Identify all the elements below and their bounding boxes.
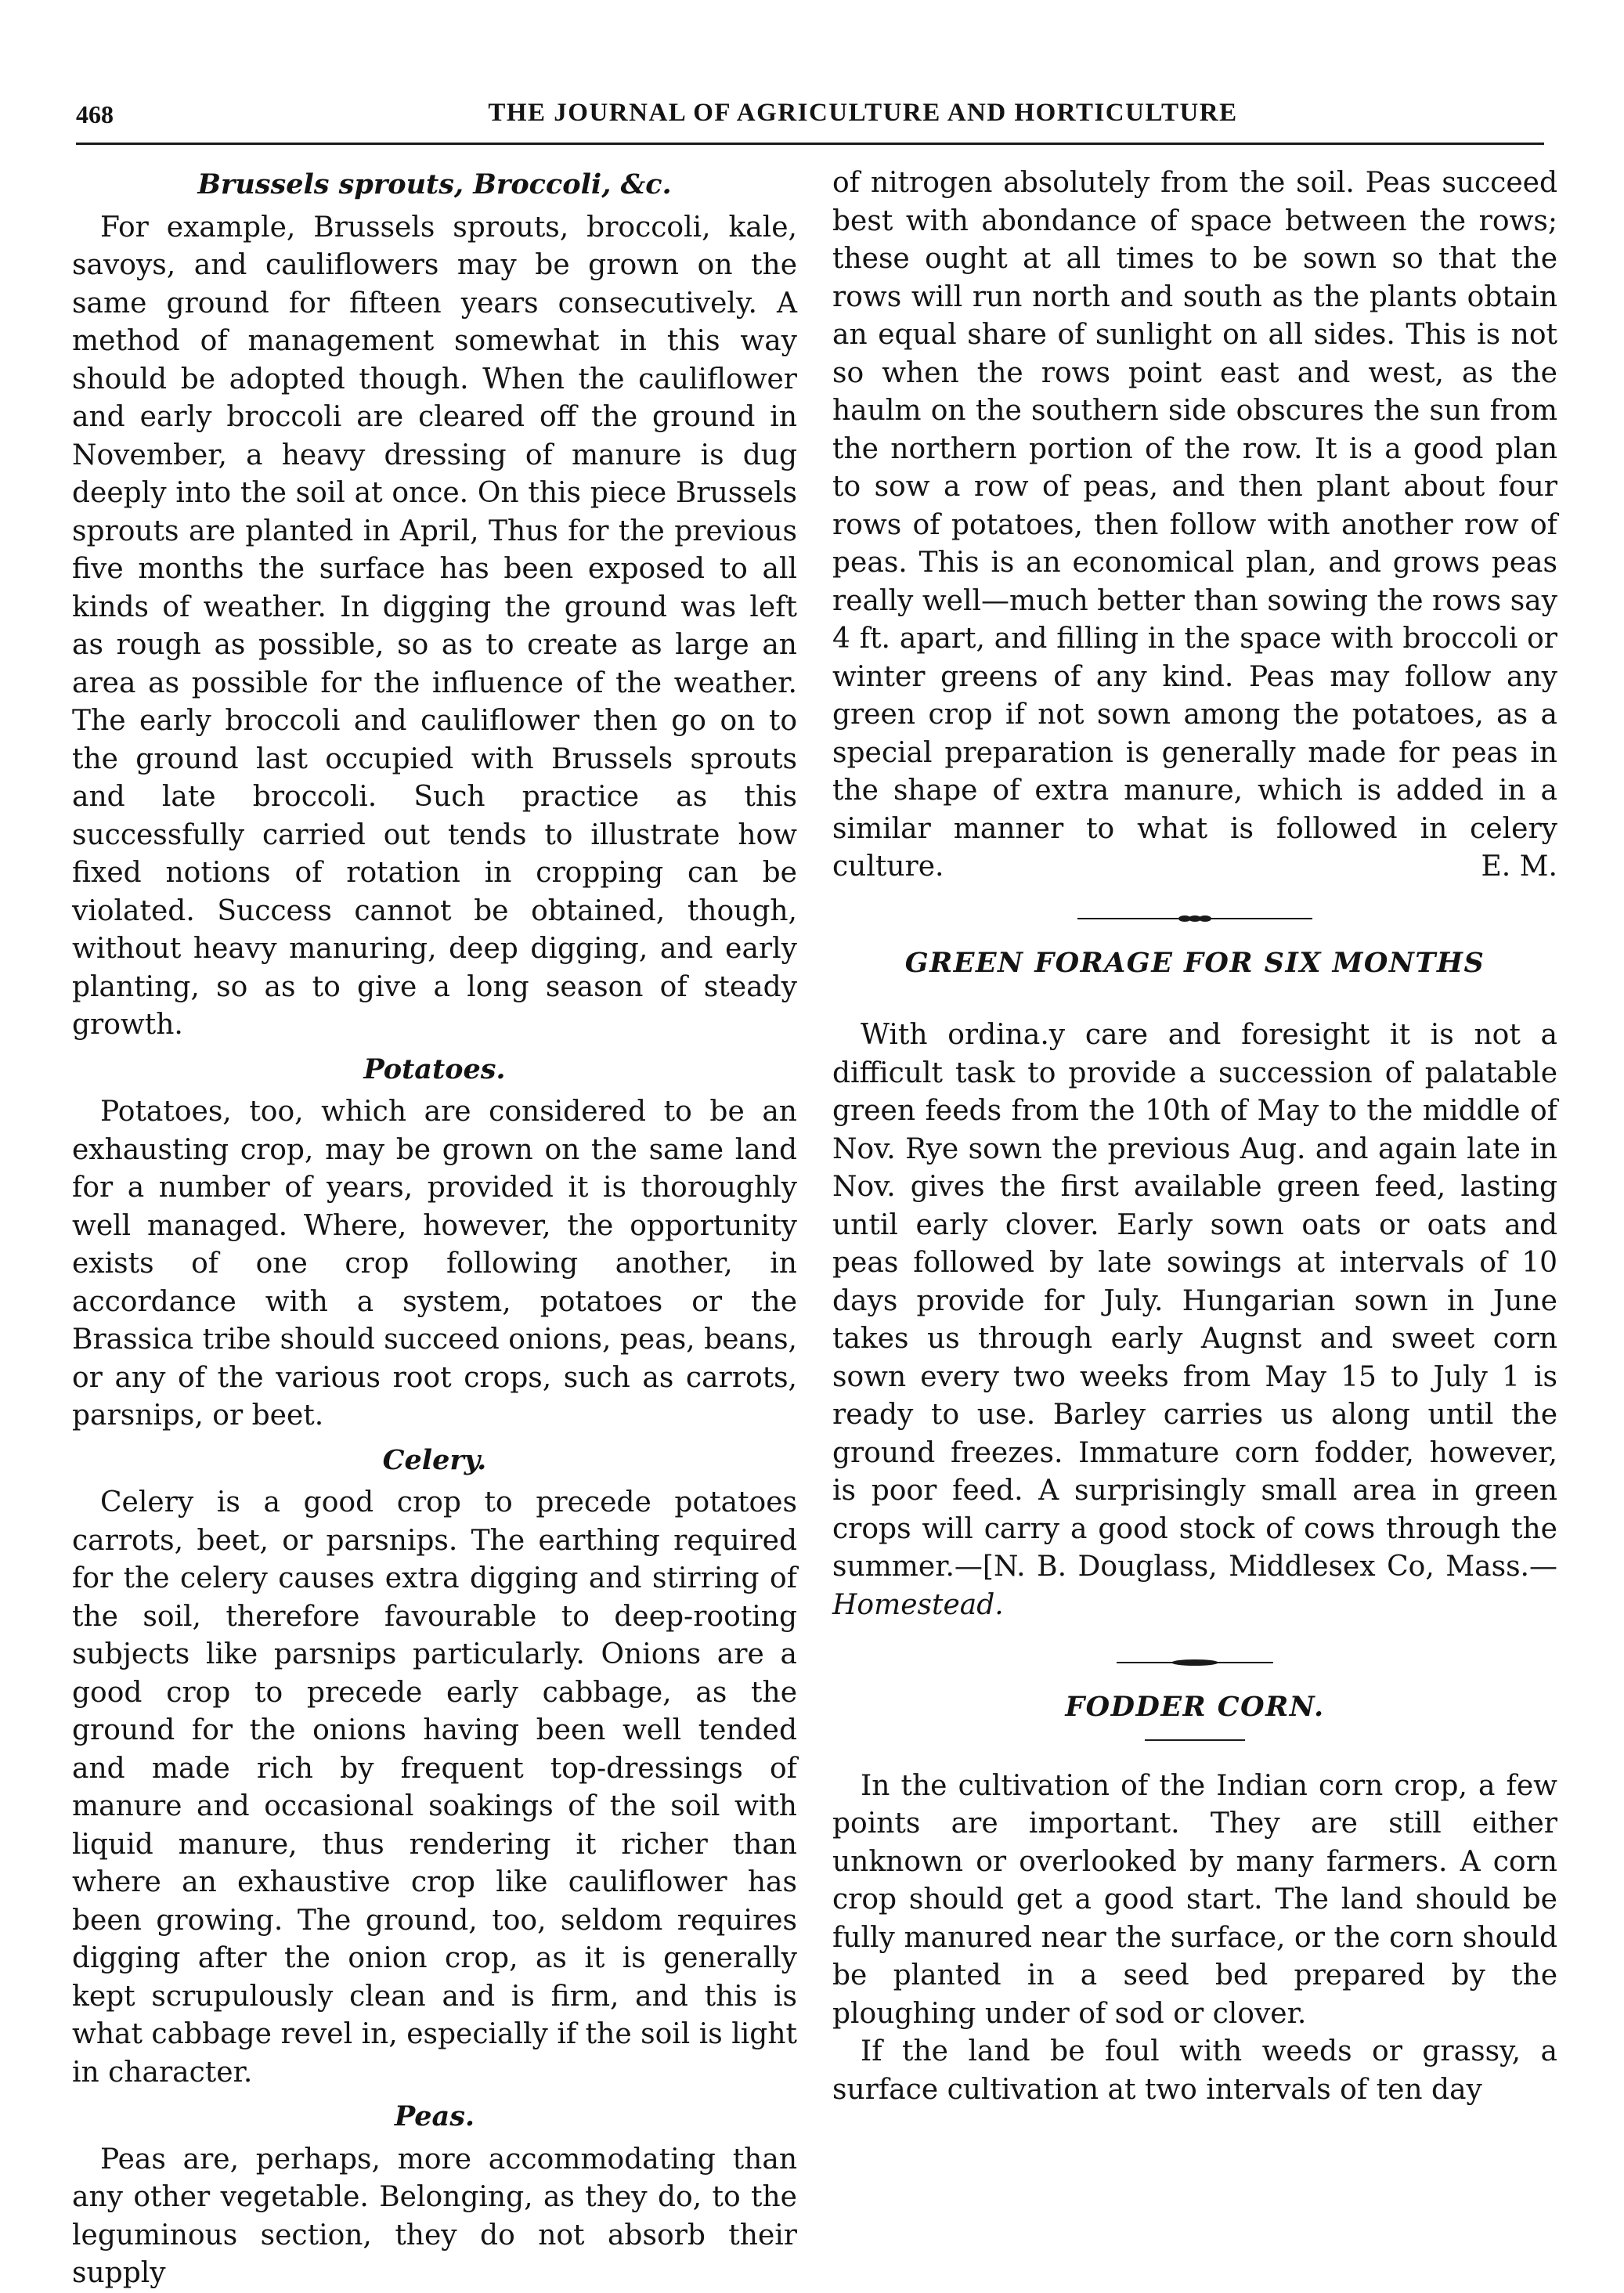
paragraph-fodder-corn-1: In the cultivation of the Indian corn crop, a few points are important. They are still either unknown or overlooked by many farmers. A corn crop should get a good start. The land should be fully manured near the surface, or the corn should be planted in a seed bed prepared by the ploughing under of sod or clover. — [832, 1769, 1557, 2030]
paragraph-green-forage — [832, 1017, 1557, 1624]
source-citation: Homestead. — [832, 1588, 1004, 1621]
ornament-divider-2 — [1117, 1657, 1273, 1668]
paragraph-peas: Peas are, perhaps, more accommodating than any other vegetable. Belonging, as they do, to the leguminous section, they do not absorb their supply — [72, 2143, 797, 2289]
peas-continued-text: of nitrogen absolutely from the soil. Peas succeed best with abondance of space between the rows; these ought at all times to be sown so that the rows will run north and south as the plants obtain an equal share of sunlight on all sides. This is not so when the rows point east and west, as the haulm on the southern side obscures the sun from the northern portion of the row. It is a good plan to sow a row of peas, and then plant about four rows of potatoes, then follow with another row of peas. This is an economical plan, and grows peas really well—much better than sowing the rows say 4 ft. apart, and filling in the space with broccoli or winter greens of any kind. Peas may follow any green crop if not sown among the potatoes, as a special preparation is generally made for peas in the shape of extra manure, which is added in a similar manner to what is followed in celery culture. — [832, 167, 1557, 883]
paragraph-potatoes: Potatoes, too, which are considered to be an exhausting crop, may be grown on the same land for a number of years, provided it is thoroughly well managed. Where, however, the opportunity exists of one crop following another, in accordance with a system, potatoes or the Brassica tribe should succeed onions, peas, beans, or any of the various root crops, such as carrots, parsnips, or beet. — [72, 1096, 797, 1432]
subheading-peas: Peas. — [394, 2100, 475, 2132]
left-column — [72, 164, 797, 2293]
author-signature: E. M. — [1481, 850, 1557, 883]
paragraph-fodder-corn-2: If the land be foul with weeds or grassy, a surface cultivation at two intervals of ten day — [832, 2035, 1557, 2106]
header-rule — [76, 143, 1544, 145]
subheading-potatoes: Potatoes. — [363, 1053, 506, 1085]
page-number: 468 — [76, 100, 114, 128]
article-title-fodder-corn: FODDER CORN. — [1065, 1691, 1325, 1723]
running-title: THE JOURNAL OF AGRICULTURE AND HORTICULTURE — [488, 99, 1238, 127]
article-title-green-forage: GREEN FORAGE FOR SIX MONTHS — [904, 946, 1485, 979]
subheading-brussels: Brussels sprouts, Broccoli, &c. — [197, 168, 672, 200]
ornament-divider-1 — [1077, 913, 1312, 924]
paragraph-peas-continued — [832, 164, 1557, 887]
paragraph-celery: Celery is a good crop to precede potatoes carrots, beet, or parsnips. The earthing required for the celery causes extra digging and stirring of the soil, therefore favourable to deep-rooting subjects like parsnips particularly. Onions are a good crop to precede early cabbage, as the ground for the onions having been well tended and made rich by frequent top-dressings of manure and occasional soakings of the soil with liquid manure, thus rendering it richer than where an exhaustive crop like cauliflower has been growing. The ground, too, seldom requires digging after the onion crop, as it is generally kept scrupulously clean and is firm, and this is what cabbage revel in, especially if the soil is light in character. — [72, 1486, 797, 2089]
right-column — [832, 164, 1557, 2109]
paragraph-brussels: For example, Brussels sprouts, broccoli, kale, savoys, and cauliflowers may be grown on the same ground for fifteen years consecutively. A method of management somewhat in this way should be adopted though. When the cauliflower and early broccoli are cleared off the ground in November, a heavy dressing of manure is dug deeply into the soil at once. On this piece Brussels sprouts are planted in April, Thus for the previous five months the surface has been exposed to all kinds of weather. In digging the ground was left as rough as possible, so as to create as large an area as possible for the influence of the weather. The early broccoli and cauliflower then go on to the ground last occupied with Brussels sprouts and late broccoli. Such practice as this successfully carried out tends to illustrate how fixed notions of rotation in cropping can be violated. Success cannot be obtained, though, without heavy manuring, deep digging, and early planting, so as to give a long season of steady growth. — [72, 211, 797, 1041]
subheading-celery: Celery. — [382, 1443, 487, 1476]
green-forage-text: With ordina.y care and foresight it is not a difficult task to provide a succession of palatable green feeds from the 10th of May to the middle of Nov. Rye sown the previous Aug. and again late in Nov. gives the first available green feed, lasting until early clover. Early sown oats or oats and peas followed by late sowings at intervals of 10 days provide for July. Hungarian sown in June takes us through early Augnst and sweet corn sown every two weeks from May 15 to July 1 is ready to use. Barley carries us along until the ground freezes. Immature corn fodder, however, is poor feed. A surprisingly small area in green crops will carry a good stock of cows through the summer.—[N. B. Douglass, Middlesex Co, Mass.— — [832, 1019, 1557, 1583]
